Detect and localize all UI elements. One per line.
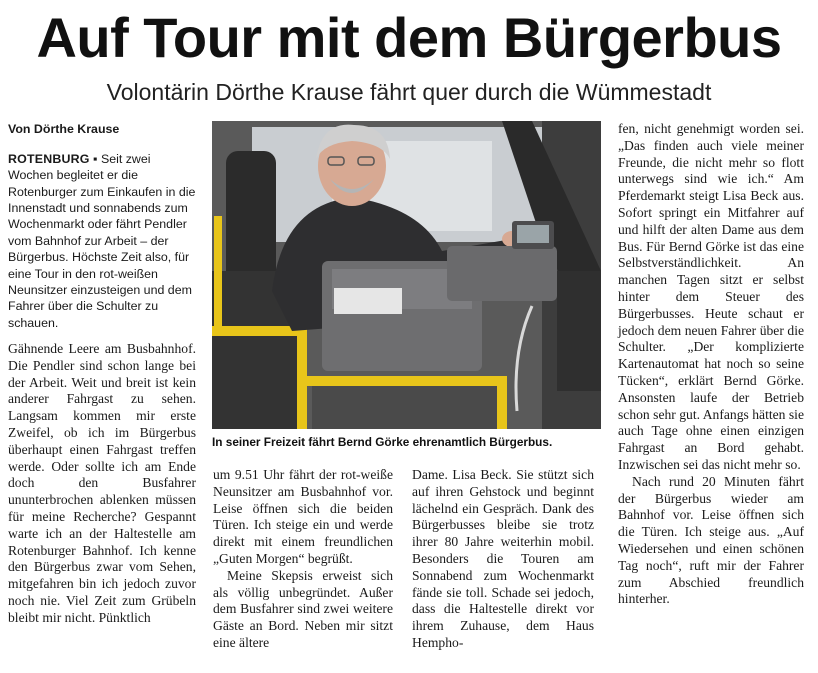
body-paragraph: Gähnende Leere am Busbahnhof. Die Pendler sind schon lange bei der Arbeit. Weit und breit ist kein anderer Fahrgast zu sehen. Langsam kommen mir erste Zweifel, ob ich im Bürgerbus überhaupt einen Fahrgast treffen werde. Oder sollte ich am Ende doch den Busfahrer ununterbrochen ablenken müssen für meine Recherche? Gespannt warte ich an der Haltestelle am Rotenburger Bahnhof. Ich kenne den Bürgerbus zwar vom Sehen, mitgefahren bin ich jedoch zuvor noch nie. Viel Zeit zum Grübeln bleibt mir nicht. Pünktlich (8, 341, 196, 625)
dateline: ROTENBURG (8, 151, 90, 166)
lead-paragraph: ROTENBURG ▪ Seit zwei Wochen begleitet er die Rotenburger zum Einkaufen in die Innenstadt und sonnabends zum Wochenmarkt oder fährt Pendler vom Bahnhof zur Arbeit – der Bürgerbus. Höchste Zeit also, für eine Tour in den rot-weißen Neunsitzer einzusteigen und dem Fahrer über die Schulter zu schauen. (8, 151, 196, 330)
article-column-1 (8, 341, 196, 627)
bus-driver-photo (212, 121, 601, 429)
headline: Auf Tour mit dem Bürgerbus (36, 6, 782, 69)
article-column-2 (213, 467, 393, 652)
body-paragraph: Nach rund 20 Minuten fährt der Bürgerbus wieder am Bahnhof vor. Leise öffnen sich die Türen. Ich steige aus. „Auf Wiedersehen und einen schönen Tag noch“, ruft mir der Fahrer zum Abschied freundlich hinterher. (618, 473, 804, 607)
body-paragraph: um 9.51 Uhr fährt der rot-weiße Neunsitzer am Busbahnhof vor. Leise öffnen sich die beiden Türen. Ich steige ein und werde direkt mit einem freundlichen „Guten Morgen“ begrüßt. (213, 467, 393, 566)
article-column-3 (412, 467, 594, 652)
subheadline: Volontärin Dörthe Krause fährt quer durch die Wümmestadt (106, 79, 712, 105)
article-column-4 (618, 121, 804, 608)
intro-column (8, 121, 196, 331)
body-paragraph: Dame. Lisa Beck. Sie stützt sich auf ihren Gehstock und beginnt lächelnd ein Gespräch. Dank des Bürgerbusses bleibe sie trotz ihrer 80 Jahre weiterhin mobil. Besonders die Touren am Sonnabend zum Wochenmarkt fände sie toll. Schade sei jedoch, dass die Haltestelle direkt vor ihrem Zuhause, dem Haus Hempho- (412, 467, 594, 650)
photo-illustration (212, 121, 601, 429)
body-paragraph: fen, nicht genehmigt worden sei. „Das finden auch viele meiner Freunde, die nicht mehr so flott unterwegs sind wie ich.“ Am Pferdemarkt steigt Lisa Beck aus. Sofort springt ein Mitfahrer auf und hilft der alten Dame aus dem Bus. Für Bernd Görke ist das eine Selbstverständlichkeit. An manchen Tagen sitzt er selbst hinter dem Steuer des Bürgerbusses. Heute schaut er jedoch dem neuen Fahrer über die Schulter. „Der komplizierte Kartenautomat hat noch so seine Tücken“, erklärt Bernd Görke. Ansonsten laufe der Betrieb schon sehr gut. Anfangs hätten sie auch Tage ohne einen einzigen Fahrgast an Bord gehabt. Inzwischen sei das nicht mehr so. (618, 121, 804, 472)
byline: Von Dörthe Krause (8, 122, 120, 136)
photo-caption: In seiner Freizeit fährt Bernd Görke ehrenamtlich Bürgerbus. (212, 435, 553, 449)
lead-text: Seit zwei Wochen begleitet er die Rotenburger zum Einkaufen in die Innenstadt und sonnabends zum Wochenmarkt oder fährt Pendler vom Bahnhof zur Arbeit – der Bürgerbus. Höchste Zeit also, für eine Tour in den rot-weißen Neunsitzer einzusteigen und dem Fahrer über die Schulter zu schauen. (8, 151, 196, 330)
body-paragraph: Meine Skepsis erweist sich als völlig unbegründet. Außer dem Busfahrer sind zwei weitere Gäste an Bord. Neben mir sitzt eine ältere (213, 567, 393, 650)
